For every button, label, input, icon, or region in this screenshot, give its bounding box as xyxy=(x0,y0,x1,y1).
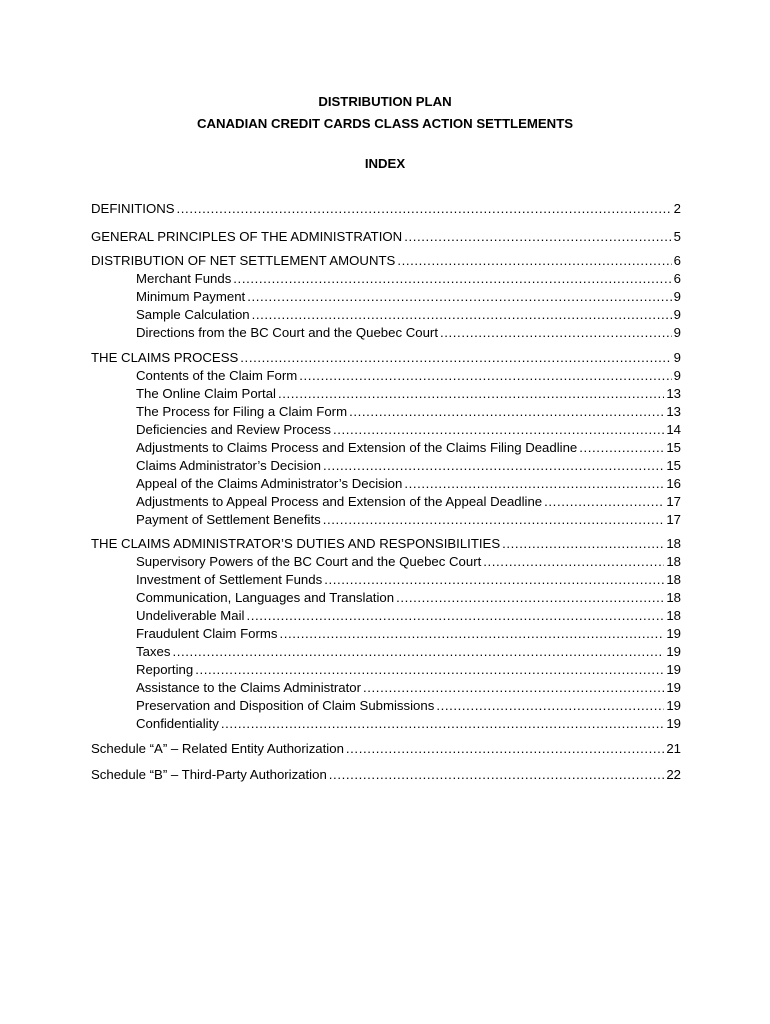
toc-entry-page-number: 18 xyxy=(666,572,681,587)
toc-entry-page-number: 14 xyxy=(666,422,681,437)
dot-leader xyxy=(324,571,664,588)
toc-entry-page-number: 9 xyxy=(673,350,681,365)
toc-entry-label: Adjustments to Claims Process and Extension of the Claims Filing Deadline xyxy=(136,440,578,455)
toc-subsection-entry[interactable] xyxy=(136,571,681,588)
toc-entry-label: Merchant Funds xyxy=(136,271,232,286)
dot-leader xyxy=(195,661,664,678)
toc-subsection-entry[interactable] xyxy=(136,625,681,642)
toc-entry-label: Investment of Settlement Funds xyxy=(136,572,323,587)
dot-leader xyxy=(221,715,664,732)
toc-subsection-entry[interactable] xyxy=(136,270,681,287)
toc-entry-label: GENERAL PRINCIPLES OF THE ADMINISTRATION xyxy=(91,229,403,244)
toc-entry-label: Undeliverable Mail xyxy=(136,608,245,623)
document-subtitle: CANADIAN CREDIT CARDS CLASS ACTION SETTLEMENTS xyxy=(196,116,574,131)
toc-entry-page-number: 18 xyxy=(666,554,681,569)
toc-subsection-entry[interactable] xyxy=(136,439,681,456)
toc-entry-page-number: 16 xyxy=(666,476,681,491)
dot-leader xyxy=(323,511,665,528)
toc-entry-page-number: 13 xyxy=(666,386,681,401)
toc-entry-label: The Online Claim Portal xyxy=(136,386,276,401)
toc-subsection-entry[interactable] xyxy=(136,589,681,606)
toc-entry-page-number: 15 xyxy=(666,458,681,473)
toc-section-entry[interactable] xyxy=(91,200,681,217)
toc-entry-page-number: 13 xyxy=(666,404,681,419)
toc-entry-label: Minimum Payment xyxy=(136,289,246,304)
dot-leader xyxy=(404,475,664,492)
toc-subsection-entry[interactable] xyxy=(136,403,681,420)
toc-subsection-entry[interactable] xyxy=(136,679,681,696)
dot-leader xyxy=(323,457,664,474)
dot-leader xyxy=(502,535,664,552)
toc-entry-label: Deficiencies and Review Process xyxy=(136,422,331,437)
toc-entry-page-number: 19 xyxy=(666,716,681,731)
toc-subsection-entry[interactable] xyxy=(136,697,681,714)
dot-leader xyxy=(246,607,664,624)
toc-entry-label: Confidentiality xyxy=(136,716,219,731)
toc-entry-label: THE CLAIMS ADMINISTRATOR’S DUTIES AND RESPONSIBILITIES xyxy=(91,536,501,551)
dot-leader xyxy=(240,349,671,366)
toc-entry-label: Taxes xyxy=(136,644,171,659)
toc-entry-page-number: 2 xyxy=(673,201,681,216)
dot-leader xyxy=(404,228,671,245)
toc-entry-page-number: 5 xyxy=(673,229,681,244)
toc-entry-page-number: 18 xyxy=(666,590,681,605)
toc-entry-page-number: 17 xyxy=(666,512,681,527)
toc-subsection-entry[interactable] xyxy=(136,493,681,510)
toc-entry-label: Sample Calculation xyxy=(136,307,250,322)
index-heading: INDEX xyxy=(364,156,406,171)
toc-subsection-entry[interactable] xyxy=(136,643,681,660)
toc-subsection-entry[interactable] xyxy=(136,457,681,474)
toc-entry-label: Directions from the BC Court and the Quebec Court xyxy=(136,325,438,340)
toc-subsection-entry[interactable] xyxy=(136,511,681,528)
toc-entry-label: Assistance to the Claims Administrator xyxy=(136,680,362,695)
toc-subsection-entry[interactable] xyxy=(136,661,681,678)
toc-entry-label: Claims Administrator’s Decision xyxy=(136,458,321,473)
toc-section-entry[interactable] xyxy=(91,535,681,552)
toc-subsection-entry[interactable] xyxy=(136,324,681,341)
dot-leader xyxy=(440,324,672,341)
toc-entry-label: Appeal of the Claims Administrator’s Decision xyxy=(136,476,403,491)
toc-entry-page-number: 19 xyxy=(666,644,681,659)
dot-leader xyxy=(247,288,671,305)
toc-subsection-entry[interactable] xyxy=(136,475,681,492)
toc-entry-label: Fraudulent Claim Forms xyxy=(136,626,278,641)
toc-entry-label: Contents of the Claim Form xyxy=(136,368,298,383)
dot-leader xyxy=(483,553,664,570)
dot-leader xyxy=(346,740,664,757)
toc-subsection-entry[interactable] xyxy=(136,421,681,438)
dot-leader xyxy=(329,766,665,783)
toc-entry-label: The Process for Filing a Claim Form xyxy=(136,404,348,419)
toc-entry-page-number: 21 xyxy=(666,741,681,756)
dot-leader xyxy=(279,625,664,642)
toc-entry-label: Schedule “A” – Related Entity Authorization xyxy=(91,741,344,756)
toc-entry-page-number: 6 xyxy=(673,271,681,286)
toc-subsection-entry[interactable] xyxy=(136,385,681,402)
toc-subsection-entry[interactable] xyxy=(136,715,681,732)
toc-entry-page-number: 22 xyxy=(666,767,681,782)
dot-leader xyxy=(363,679,664,696)
toc-entry-label: Payment of Settlement Benefits xyxy=(136,512,321,527)
toc-entry-label: THE CLAIMS PROCESS xyxy=(91,350,239,365)
dot-leader xyxy=(579,439,664,456)
dot-leader xyxy=(397,252,671,269)
toc-entry-label: Supervisory Powers of the BC Court and the Quebec Court xyxy=(136,554,482,569)
toc-entry-page-number: 18 xyxy=(666,608,681,623)
dot-leader xyxy=(233,270,671,287)
toc-entry-page-number: 9 xyxy=(673,368,681,383)
dot-leader xyxy=(349,403,664,420)
toc-entry-page-number: 9 xyxy=(673,289,681,304)
toc-entry-label: DEFINITIONS xyxy=(91,201,175,216)
toc-subsection-entry[interactable] xyxy=(136,306,681,323)
toc-section-entry[interactable] xyxy=(91,349,681,366)
toc-section-entry[interactable] xyxy=(91,228,681,245)
dot-leader xyxy=(544,493,664,510)
dot-leader xyxy=(278,385,664,402)
dot-leader xyxy=(252,306,672,323)
toc-entry-page-number: 19 xyxy=(666,662,681,677)
dot-leader xyxy=(436,697,664,714)
dot-leader xyxy=(299,367,671,384)
toc-entry-page-number: 19 xyxy=(666,626,681,641)
toc-entry-label: Adjustments to Appeal Process and Extension of the Appeal Deadline xyxy=(136,494,543,509)
dot-leader xyxy=(333,421,664,438)
toc-section-entry[interactable] xyxy=(91,766,681,783)
toc-entry-label: Preservation and Disposition of Claim Submissions xyxy=(136,698,435,713)
toc-subsection-entry[interactable] xyxy=(136,553,681,570)
toc-entry-page-number: 17 xyxy=(666,494,681,509)
toc-subsection-entry[interactable] xyxy=(136,288,681,305)
toc-entry-page-number: 15 xyxy=(666,440,681,455)
toc-subsection-entry[interactable] xyxy=(136,367,681,384)
toc-section-entry[interactable] xyxy=(91,740,681,757)
toc-entry-label: Communication, Languages and Translation xyxy=(136,590,395,605)
document-title: DISTRIBUTION PLAN xyxy=(318,94,452,109)
toc-entry-page-number: 19 xyxy=(666,698,681,713)
toc-section-entry[interactable] xyxy=(91,252,681,269)
dot-leader xyxy=(177,200,672,217)
toc-entry-label: Reporting xyxy=(136,662,194,677)
toc-entry-page-number: 9 xyxy=(673,325,681,340)
toc-entry-label: Schedule “B” – Third-Party Authorization xyxy=(91,767,327,782)
toc-entry-page-number: 18 xyxy=(666,536,681,551)
toc-entry-page-number: 9 xyxy=(673,307,681,322)
dot-leader xyxy=(396,589,664,606)
dot-leader xyxy=(172,643,664,660)
toc-entry-label: DISTRIBUTION OF NET SETTLEMENT AMOUNTS xyxy=(91,253,396,268)
toc-subsection-entry[interactable] xyxy=(136,607,681,624)
toc-entry-page-number: 19 xyxy=(666,680,681,695)
toc-entry-page-number: 6 xyxy=(673,253,681,268)
